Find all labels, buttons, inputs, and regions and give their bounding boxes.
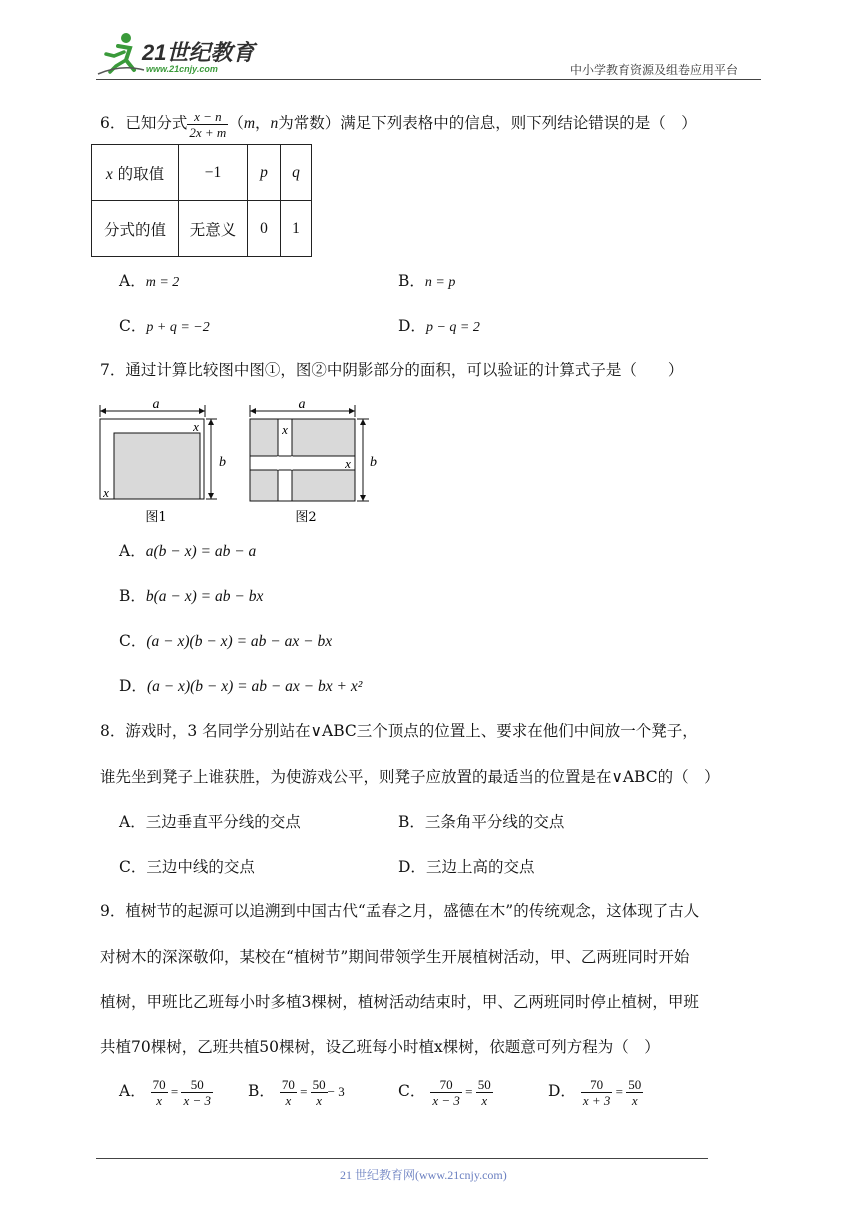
q6-option-a[interactable]: A．m = 2 — [119, 272, 180, 290]
q9-line-4: 共植70棵树，乙班共植50棵树，设乙班每小时植x棵树，依题意可列方程为（ ） — [100, 1038, 660, 1056]
figure-1 — [100, 397, 226, 525]
q7-option-b[interactable]: B．b(a − x) = ab − bx — [119, 587, 264, 605]
q7-option-c[interactable]: C．(a − x)(b − x) = ab − ax − bx — [119, 632, 333, 650]
q9-option-b[interactable]: B． $\frac{70}{x}$ = $\frac{50}{x}$ − 3 — [248, 1076, 345, 1108]
q9-line-2: 对树木的深深敬仰，某校在“植树节”期间带领学生开展植树活动，甲、乙两班同时开始 — [100, 948, 690, 966]
option-d-left-fraction: $\frac{70}{x + 3}$ — [582, 1076, 611, 1108]
fig1-caption: 图1 — [145, 510, 167, 525]
q8-line-2: 谁先坐到凳子上谁获胜，为使游戏公平，则凳子应放置的最适当的位置是在∨ABC的（ ） — [100, 768, 720, 786]
q8-option-c[interactable]: C．三边中线的交点 — [119, 858, 255, 876]
option-a-right-fraction: $\frac{50}{x - 3}$ — [183, 1076, 212, 1108]
table-header-value: 分式的值 — [92, 201, 179, 257]
option-b-tail: − 3 — [327, 1084, 345, 1099]
table-cell-p: p — [248, 145, 281, 201]
table-cell-undefined: 无意义 — [179, 201, 248, 257]
runner-icon — [96, 30, 146, 76]
q6-stem — [100, 108, 697, 140]
footer-divider — [96, 1158, 708, 1159]
q7-figures — [90, 394, 390, 529]
fig1-label-b: b — [219, 455, 226, 470]
option-a-left-fraction: $\frac{70}{x}$ — [152, 1076, 166, 1108]
option-c-left-fraction: $\frac{70}{x - 3}$ — [432, 1076, 460, 1108]
fig2-label-a: a — [298, 397, 306, 412]
option-d-right-fraction: $\frac{50}{x}$ — [628, 1076, 642, 1108]
footer-text: 21 世纪教育网(www.21cnjy.com) — [340, 1168, 507, 1182]
q9-option-a[interactable]: A． $\frac{70}{x}$ = $\frac{50}{x - 3}$ — [119, 1076, 212, 1108]
option-b-left-fraction: $\frac{70}{x}$ — [281, 1076, 295, 1108]
q6-comma: ， — [255, 114, 271, 132]
q8-option-b[interactable]: B．三条角平分线的交点 — [398, 813, 565, 831]
table-header-x: x 的取值 — [92, 145, 179, 201]
header-divider — [96, 79, 761, 80]
logo-main-text: 21世纪教育 — [142, 40, 255, 65]
q9-option-d[interactable]: D． $\frac{70}{x + 3}$ = $\frac{50}{x}$ — [548, 1076, 642, 1108]
q8-option-a[interactable]: A．三边垂直平分线的交点 — [119, 813, 301, 831]
q6-option-c[interactable]: C．p + q = −2 — [119, 317, 210, 335]
table-cell-one: 1 — [281, 201, 312, 257]
q6-var-n: n — [270, 115, 279, 132]
fig1-label-a: a — [152, 397, 160, 412]
fig2-caption: 图2 — [295, 510, 317, 525]
q9-line-3: 植树，甲班比乙班每小时多植3棵树，植树活动结束时，甲、乙两班同时停止植树，甲班 — [100, 993, 699, 1011]
q6-stem-pre: 6．已知分式 — [100, 114, 188, 132]
q7-stem: 7．通过计算比较图中图①，图②中阴影部分的面积，可以验证的计算式子是（ ） — [100, 361, 684, 379]
option-b-right-fraction: $\frac{50}{x}$ — [312, 1076, 326, 1108]
q6-var-m: m — [243, 115, 256, 132]
option-c-right-fraction: $\frac{50}{x}$ — [477, 1076, 491, 1108]
header-right-text: 中小学教育资源及组卷应用平台 — [570, 63, 739, 77]
q7-option-d[interactable]: D．(a − x)(b − x) = ab − ax − bx + x² — [119, 677, 363, 695]
fig2-label-x-vert: x — [282, 422, 288, 437]
q7-option-a[interactable]: A．a(b − x) = ab − a — [119, 542, 257, 560]
header-logo — [96, 30, 296, 80]
q6-stem-paren: （ — [228, 114, 244, 132]
q9-option-c[interactable]: C． $\frac{70}{x - 3}$ = $\frac{50}{x}$ — [398, 1076, 491, 1108]
q6-value-table — [91, 144, 312, 257]
logo-url-text: www.21cnjy.com — [146, 64, 218, 74]
fig1-label-x-top: x — [193, 419, 199, 434]
q6-frac-num: x − n — [187, 109, 228, 125]
figure-2 — [250, 397, 377, 525]
q6-option-d[interactable]: D．p − q = 2 — [398, 317, 480, 335]
q8-option-d[interactable]: D．三边上高的交点 — [398, 858, 535, 876]
q6-stem-post: 为常数）满足下列表格中的信息，则下列结论错误的是（ ） — [278, 114, 697, 132]
q6-fraction — [187, 109, 228, 140]
table-cell-q: q — [281, 145, 312, 201]
q6-frac-den: 2x + m — [189, 124, 227, 140]
q8-line-1: 8．游戏时，3 名同学分别站在∨ABC三个顶点的位置上、要求在他们中间放一个凳子， — [100, 722, 698, 740]
fig2-label-x-horiz: x — [345, 456, 351, 471]
q6-option-b[interactable]: B．n = p — [398, 272, 456, 290]
q9-line-1: 9．植树节的起源可以追溯到中国古代“孟春之月，盛德在木”的传统观念，这体现了古人 — [100, 902, 700, 920]
fig2-label-b: b — [370, 455, 377, 470]
table-cell-neg1: −1 — [179, 145, 248, 201]
table-cell-zero: 0 — [248, 201, 281, 257]
fig1-label-x-bottom: x — [103, 485, 109, 500]
